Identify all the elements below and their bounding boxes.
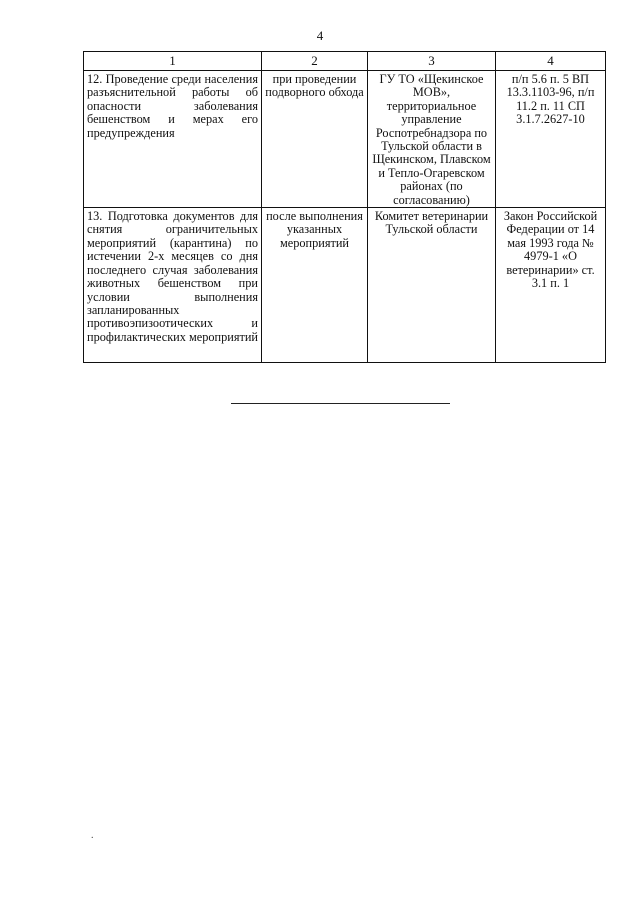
table-header-row [84, 52, 606, 71]
timing-text: после выполнения указанных мероприятий [266, 209, 363, 250]
basis-text: п/п 5.6 п. 5 ВП 13.3.1103-96, п/п 11.2 п. 11 СП 3.1.7.2627-10 [506, 72, 595, 127]
responsible-cell [368, 208, 496, 363]
table-row [84, 208, 606, 363]
timing-text: при проведении подворного обхода [265, 72, 364, 100]
basis-cell [496, 208, 606, 363]
activity-text: 12. Проведение среди населения разъяснительной работы об опасности заболевания бешенством и мерах его предупреждения [87, 72, 258, 140]
measures-table [83, 51, 606, 363]
activity-cell [84, 208, 262, 363]
responsible-text: Комитет ветеринарии Тульской области [374, 209, 489, 237]
responsible-cell [368, 71, 496, 208]
table-row [84, 71, 606, 208]
column-header-2: 2 [262, 52, 368, 71]
basis-text: Закон Российской Федерации от 14 мая 1993 года № 4979-1 «О ветеринарии» ст. 3.1 п. 1 [503, 209, 598, 291]
column-header-3: 3 [368, 52, 496, 71]
page-number: 4 [316, 28, 324, 43]
column-header-4: 4 [496, 52, 606, 71]
activity-text: 13. Подготовка документов для снятия ограничительных мероприятий (карантина) по истечении 2-х месяцев со дня последнего случая заболевания животных бешенством при условии выполнения запланированных противоэпизоотических и профилактических мероприятий [87, 209, 259, 344]
basis-cell [496, 71, 606, 208]
column-header-1: 1 [84, 52, 262, 71]
responsible-text: ГУ ТО «Щекинское МОВ», территориальное управление Роспотребнадзора по Тульской области в Щекинском, Плавском и Тепло-Огаревском районах (по согласованию) [372, 72, 491, 207]
timing-cell [262, 71, 368, 208]
timing-cell [262, 208, 368, 363]
end-divider-line [231, 403, 450, 404]
margin-mark: . [91, 830, 94, 841]
activity-cell [84, 71, 262, 208]
